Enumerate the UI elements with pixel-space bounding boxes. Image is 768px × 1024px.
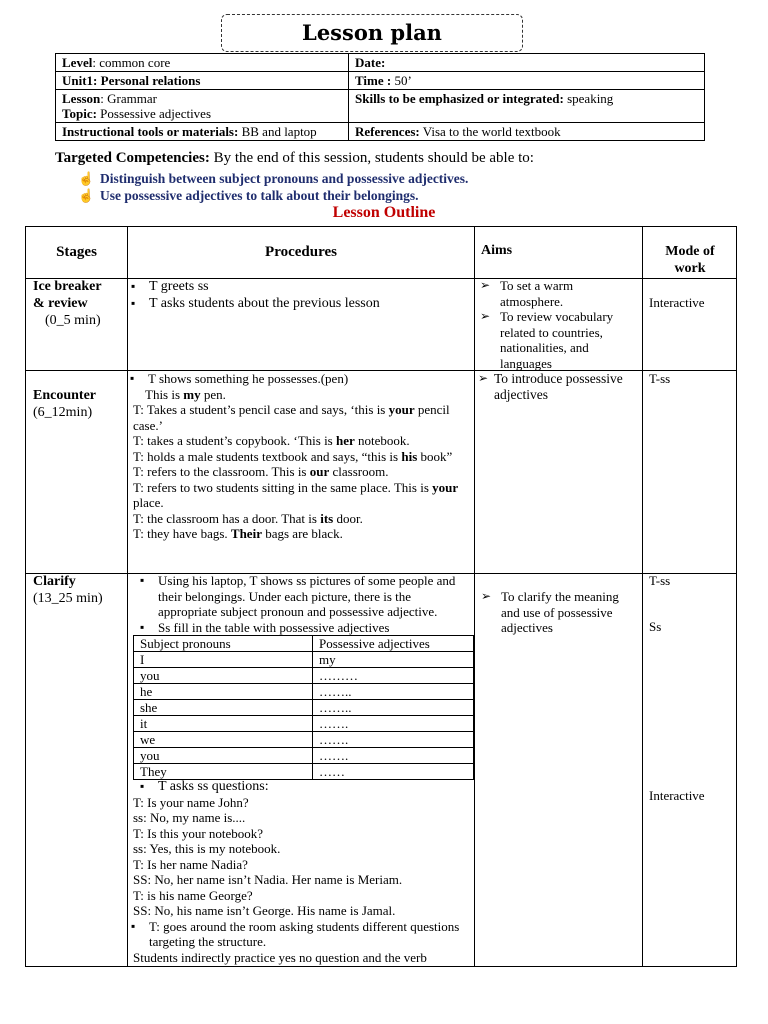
lesson-outline-table bbox=[25, 226, 737, 967]
procedures-clarify bbox=[133, 573, 469, 635]
pointing-hand-icon: ☝ bbox=[78, 171, 95, 186]
header-mode: Mode of work bbox=[665, 244, 715, 276]
tools-label: Instructional tools or materials: bbox=[62, 124, 239, 139]
table-row: she …….. bbox=[134, 700, 474, 716]
list-item: ➢ To review vocabulary related to countries, nationalities, and languages bbox=[478, 309, 638, 371]
list-item: ▪ T asks students about the previous lesson bbox=[129, 295, 469, 312]
column-divider bbox=[642, 227, 643, 966]
aims-encounter bbox=[476, 371, 638, 402]
competencies-text: By the end of this session, students should be able to: bbox=[213, 150, 534, 166]
table-row: he …….. bbox=[134, 684, 474, 700]
list-item: ▪ Ss fill in the table with possessive adjectives bbox=[138, 620, 469, 636]
topic-value: Possessive adjectives bbox=[100, 106, 212, 121]
time-value: 50’ bbox=[394, 73, 412, 88]
topic-label: Topic: bbox=[62, 106, 97, 121]
list-item: ➢ To introduce possessive adjectives bbox=[476, 371, 638, 402]
level-value: : common core bbox=[92, 55, 171, 70]
mode-clarify-2: Ss bbox=[649, 619, 662, 634]
column-divider bbox=[127, 227, 128, 966]
mode-encounter: T-ss bbox=[649, 371, 671, 386]
date-label: Date: bbox=[355, 55, 386, 70]
header-procedures: Procedures bbox=[265, 244, 337, 260]
procedures-clarify-questions: ▪ T asks ss questions: T: Is your name John? ss: No, my name is.... T: Is this your notebook? ss: Yes, this is my notebook. T: Is her name Nadia? SS: No, her name isn’t Nadia. Her name is Meriam. T: is his name George? SS: No, his name isn’t George. His name is Jamal. ▪ T: goes around the room asking students different questions targeting the structure. Students indirectly practice yes no question and the verb bbox=[133, 779, 469, 965]
table-row: Subject pronouns Possessive adjectives bbox=[134, 636, 474, 652]
competencies-intro bbox=[55, 150, 534, 167]
aims-clarify bbox=[479, 589, 637, 636]
stage-ice-breaker: Ice breaker & review (0_5 min) bbox=[33, 279, 102, 328]
pointing-hand-icon: ☝ bbox=[78, 188, 95, 203]
table-row: I my bbox=[134, 652, 474, 668]
references-value: Visa to the world textbook bbox=[422, 124, 561, 139]
lesson-value: : Grammar bbox=[100, 91, 157, 106]
table-row: we ……. bbox=[134, 732, 474, 748]
time-label: Time : bbox=[355, 73, 392, 88]
unit-title: Unit1: Personal relations bbox=[62, 73, 201, 88]
header-aims: Aims bbox=[481, 243, 513, 258]
competencies-list bbox=[78, 170, 468, 204]
stage-clarify: Clarify (13_25 min) bbox=[33, 574, 103, 606]
mode-ice-breaker: Interactive bbox=[649, 295, 705, 310]
lesson-outline-title: Lesson Outline bbox=[332, 204, 436, 221]
table-row: it ……. bbox=[134, 716, 474, 732]
procedures-ice-breaker bbox=[129, 278, 469, 312]
lesson-info-table bbox=[55, 53, 705, 141]
procedures-encounter: ▪ T shows something he possesses.(pen) This is my pen. T: Takes a student’s pencil case and says, ‘this is your pencil case.’ T: takes a student’s copybook. ‘This is her notebook. T: holds a male students textbook and says, “this is his book” T: refers to the classroom. This is our classroom. T: refers to two students sitting in the same place. This is your place. T: the classroom has a door. That is its door. T: they have bags. Their bags are black. bbox=[133, 371, 469, 542]
aims-ice-breaker bbox=[478, 278, 638, 371]
tools-value: BB and laptop bbox=[241, 124, 317, 139]
skills-value: speaking bbox=[567, 91, 614, 106]
page-title: Lesson plan bbox=[221, 14, 523, 52]
level-label: Level bbox=[62, 55, 93, 70]
list-item: ▪ Using his laptop, T shows ss pictures of some people and their belongings. Under each picture, there is the appropriate subject pronoun and possessive adjective. bbox=[138, 573, 469, 620]
table-row: They …… bbox=[134, 764, 474, 780]
list-item: ☝ Use possessive adjectives to talk about their belongings. bbox=[78, 188, 419, 203]
mode-clarify-1: T-ss bbox=[649, 573, 671, 588]
lesson-label: Lesson bbox=[62, 91, 101, 106]
pronoun-table bbox=[133, 635, 474, 780]
list-item: ▪ T: goes around the room asking students different questions targeting the structure. bbox=[129, 919, 469, 950]
list-item: ▪ T shows something he possesses.(pen) bbox=[128, 371, 469, 387]
list-item: ➢ To set a warm atmosphere. bbox=[478, 278, 638, 309]
table-row: you ……. bbox=[134, 748, 474, 764]
competencies-label: Targeted Competencies: bbox=[55, 150, 210, 166]
references-label: References: bbox=[355, 124, 420, 139]
list-item: ▪ T greets ss bbox=[129, 278, 469, 295]
list-item: ➢ To clarify the meaning and use of possessive adjectives bbox=[479, 589, 637, 636]
mode-clarify-3: Interactive bbox=[649, 788, 705, 803]
header-stages: Stages bbox=[56, 244, 97, 260]
table-row: you ……… bbox=[134, 668, 474, 684]
skills-label: Skills to be emphasized or integrated: bbox=[355, 91, 564, 106]
column-divider bbox=[474, 227, 475, 966]
list-item: ▪ T asks ss questions: bbox=[138, 779, 469, 795]
list-item: ☝ Distinguish between subject pronouns and possessive adjectives. bbox=[78, 171, 469, 186]
stage-encounter: Encounter (6_12min) bbox=[33, 388, 96, 420]
